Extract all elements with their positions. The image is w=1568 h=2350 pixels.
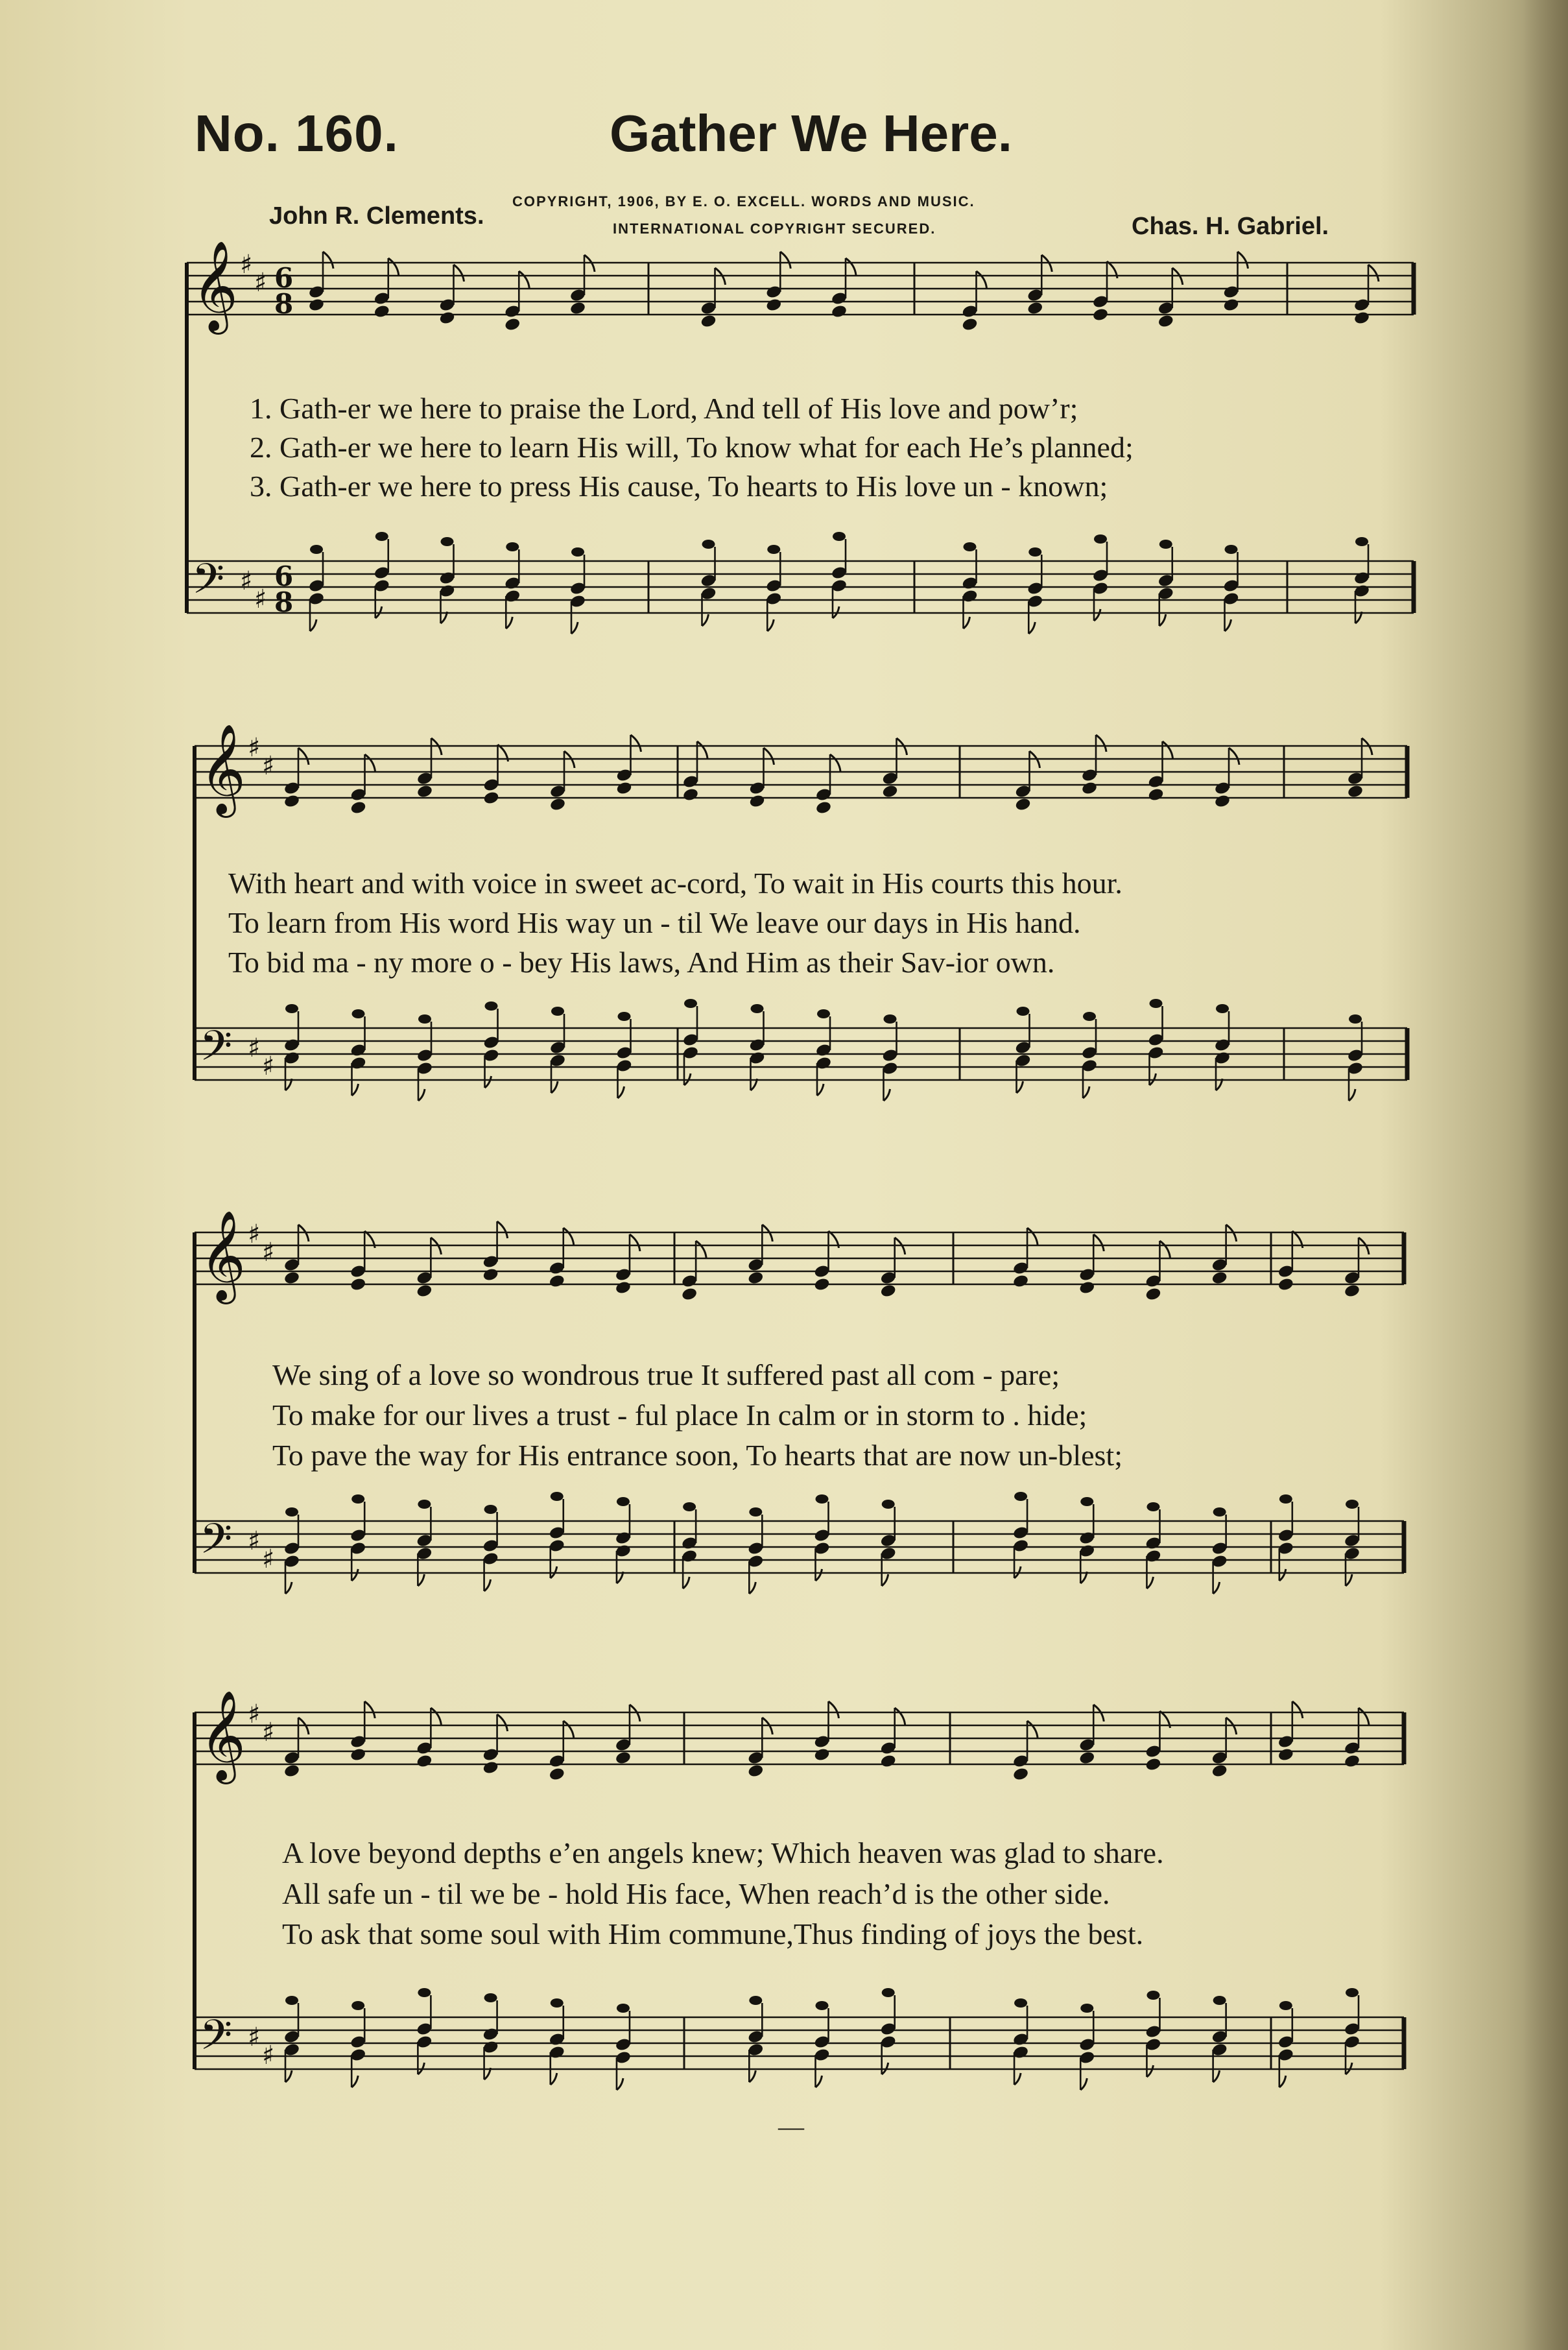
note-flag	[1027, 1721, 1038, 1738]
lyric-s4-verse1: A love beyond depths e’en angels knew; Which heaven was glad to share.	[282, 1836, 1164, 1869]
note-flag	[817, 1084, 824, 1096]
note-flag	[884, 1089, 890, 1101]
note-head	[882, 1988, 895, 1997]
note-head	[551, 1492, 564, 1501]
lyric-s2-verse3: To bid ma - ny more o - bey His laws, And Him as their Sav-ior own.	[228, 946, 1055, 979]
note-head	[1027, 301, 1043, 316]
note-head	[1080, 1497, 1093, 1506]
note-head	[881, 784, 898, 799]
note-flag	[749, 2070, 755, 2082]
music-composer: Chas. H. Gabriel.	[1132, 213, 1329, 240]
note-head	[484, 1993, 497, 2002]
note-head	[351, 2001, 364, 2010]
note-flag	[485, 1076, 492, 1088]
lyric-s4-verse3: To ask that some soul with Him commune,Thus finding of joys the best.	[282, 1917, 1144, 1950]
note-flag	[618, 1086, 624, 1098]
note-flag	[702, 614, 709, 626]
note-flag	[1349, 1089, 1355, 1101]
note-head	[817, 1009, 830, 1018]
note-head	[549, 1274, 565, 1289]
note-head	[1017, 1007, 1030, 1016]
note-head	[615, 1751, 632, 1766]
note-head	[283, 794, 300, 809]
note-head	[747, 1764, 764, 1779]
note-flag	[310, 619, 316, 631]
note-flag	[1093, 1234, 1104, 1251]
note-flag	[564, 1228, 574, 1245]
note-head	[961, 317, 978, 332]
treble-clef-icon: 𝄞	[200, 1210, 246, 1301]
note-head	[1344, 1284, 1360, 1299]
note-head	[418, 1988, 431, 1997]
note-head	[416, 1754, 433, 1769]
note-head	[1211, 1271, 1228, 1286]
note-head	[749, 1507, 762, 1517]
note-head	[1146, 1502, 1159, 1511]
note-head	[375, 532, 388, 541]
note-head	[504, 317, 521, 332]
note-head	[617, 2004, 630, 2013]
note-head	[1094, 534, 1107, 544]
note-flag	[1225, 619, 1231, 631]
note-head	[833, 532, 846, 541]
note-flag	[497, 1714, 508, 1731]
note-head	[1078, 1751, 1095, 1766]
treble-clef-icon: 𝄞	[200, 724, 246, 814]
note-head	[1083, 1012, 1096, 1021]
note-head	[549, 797, 566, 812]
sharp-icon: ♯	[248, 1033, 261, 1063]
note-flag	[364, 1701, 375, 1718]
lyric-s1-verse1: 1. Gath-er we here to praise the Lord, And tell of His love and pow’r;	[250, 392, 1078, 425]
note-flag	[816, 2076, 822, 2087]
note-head	[681, 1287, 698, 1302]
note-flag	[1080, 2078, 1087, 2090]
note-flag	[1346, 1574, 1352, 1586]
note-head	[416, 784, 433, 799]
bass-clef-icon: 𝄢	[192, 555, 225, 614]
note-flag	[1146, 2065, 1153, 2077]
note-head	[1344, 1754, 1360, 1769]
note-head	[767, 545, 780, 554]
note-flag	[1213, 1582, 1220, 1594]
lyric-s2-verse2: To learn from His word His way un - til We leave our days in His hand.	[228, 906, 1081, 939]
copyright-line-2: INTERNATIONAL COPYRIGHT SECURED.	[613, 221, 936, 237]
sharp-icon: ♯	[262, 1051, 275, 1081]
note-head	[482, 791, 499, 806]
note-head	[308, 298, 325, 313]
note-head	[1012, 1767, 1029, 1782]
bass-clef-icon: 𝄢	[200, 1022, 233, 1081]
note-flag	[454, 265, 464, 282]
note-head	[1222, 298, 1239, 313]
note-head	[882, 1500, 895, 1509]
note-flag	[323, 252, 333, 269]
lyric-s1-verse3: 3. Gath-er we here to press His cause, To hearts to His love un - known;	[250, 470, 1108, 503]
sharp-icon: ♯	[254, 584, 267, 614]
note-head	[1277, 1277, 1294, 1292]
note-flag	[829, 1701, 839, 1718]
note-flag	[571, 622, 578, 634]
note-head	[749, 1996, 762, 2005]
sharp-icon: ♯	[240, 250, 253, 280]
copyright-line-1: COPYRIGHT, 1906, BY E. O. EXCELL. WORDS AND MUSIC.	[512, 193, 975, 210]
note-flag	[767, 619, 774, 631]
note-head	[551, 1007, 564, 1016]
sharp-icon: ♯	[248, 1219, 261, 1249]
note-flag	[418, 1089, 425, 1101]
hymn-title: Gather We Here.	[610, 104, 1012, 162]
note-head	[351, 1494, 364, 1504]
treble-clef-icon: 𝄞	[200, 1690, 246, 1780]
note-flag	[431, 1708, 441, 1725]
note-flag	[846, 258, 856, 275]
note-head	[1216, 1004, 1229, 1013]
note-flag	[285, 1582, 292, 1594]
note-head	[1211, 1764, 1228, 1779]
note-flag	[696, 1241, 706, 1258]
note-head	[813, 1747, 830, 1762]
sharp-icon: ♯	[262, 1544, 275, 1574]
note-head	[1014, 1492, 1027, 1501]
note-head	[1150, 999, 1163, 1008]
note-flag	[977, 271, 987, 288]
note-head	[374, 304, 390, 319]
note-head	[350, 800, 366, 815]
note-flag	[365, 754, 375, 771]
note-head	[285, 1996, 298, 2005]
time-signature-top: 6	[274, 560, 294, 592]
note-head	[884, 1014, 897, 1024]
note-head	[684, 999, 697, 1008]
note-head	[418, 1014, 431, 1024]
note-head	[1014, 797, 1031, 812]
note-flag	[683, 1577, 689, 1589]
note-head	[1346, 1988, 1359, 1997]
sharp-icon: ♯	[248, 1526, 261, 1556]
note-head	[618, 1012, 631, 1021]
page-footer-mark: —	[778, 2112, 804, 2141]
note-head	[482, 1760, 499, 1775]
note-flag	[1017, 1081, 1023, 1093]
note-head	[1159, 540, 1172, 549]
note-head	[831, 304, 848, 319]
note-head	[615, 1280, 632, 1295]
sharp-icon: ♯	[240, 566, 253, 596]
note-head	[748, 794, 765, 809]
note-flag	[1279, 1569, 1286, 1581]
treble-clef-icon: 𝄞	[192, 241, 238, 331]
sharp-icon: ♯	[254, 268, 267, 298]
note-flag	[830, 754, 840, 771]
note-flag	[1028, 622, 1035, 634]
note-flag	[351, 2076, 358, 2087]
note-head	[485, 1001, 498, 1011]
note-head	[816, 1494, 829, 1504]
bass-clef-icon: 𝄢	[200, 2011, 233, 2070]
note-flag	[388, 258, 399, 275]
note-flag	[1094, 609, 1100, 621]
note-flag	[1159, 1241, 1170, 1258]
time-signature-top: 6	[274, 262, 294, 294]
note-head	[1225, 545, 1238, 554]
note-head	[416, 1284, 433, 1299]
note-head	[438, 311, 455, 326]
sharp-icon: ♯	[262, 1238, 275, 1267]
note-head	[683, 1502, 696, 1511]
note-flag	[1159, 614, 1166, 626]
note-head	[1081, 781, 1098, 796]
note-flag	[1238, 252, 1248, 269]
note-flag	[697, 741, 707, 758]
note-flag	[564, 1721, 574, 1738]
note-flag	[1213, 2070, 1220, 2082]
lyric-s2-verse1: With heart and with voice in sweet ac-cord, To wait in His courts this hour.	[228, 867, 1123, 900]
note-flag	[352, 1084, 359, 1096]
note-head	[1146, 1991, 1159, 2000]
note-head	[1279, 1494, 1292, 1504]
sharp-icon: ♯	[262, 1718, 275, 1747]
note-head	[571, 547, 584, 557]
note-head	[1014, 1998, 1027, 2008]
note-flag	[1083, 1086, 1089, 1098]
note-head	[815, 800, 832, 815]
note-head	[1145, 1287, 1161, 1302]
note-flag	[631, 735, 641, 752]
note-flag	[351, 1569, 358, 1581]
note-head	[1012, 1274, 1029, 1289]
words-author: John R. Clements.	[269, 202, 484, 230]
note-head	[1347, 784, 1364, 799]
note-head	[350, 1747, 366, 1762]
note-head	[964, 542, 977, 551]
note-head	[482, 1267, 499, 1282]
note-head	[1214, 794, 1231, 809]
note-flag	[551, 1081, 558, 1093]
lyric-s3-verse2: To make for our lives a trust - ful place In calm or in storm to . hide;	[272, 1398, 1087, 1432]
note-flag	[749, 1582, 755, 1594]
note-head	[484, 1505, 497, 1514]
note-head	[283, 1271, 300, 1286]
note-head	[1147, 787, 1164, 802]
note-head	[1355, 537, 1368, 546]
sharp-icon: ♯	[248, 733, 261, 763]
note-flag	[1027, 1228, 1038, 1245]
note-head	[816, 2001, 829, 2010]
sharp-icon: ♯	[262, 751, 275, 781]
note-head	[615, 781, 632, 796]
note-head	[418, 1500, 431, 1509]
note-head	[285, 1507, 298, 1517]
note-head	[1213, 1507, 1226, 1517]
note-flag	[1359, 1708, 1369, 1725]
lyric-s4-verse2: All safe un - til we be - hold His face, When reach’d is the other side.	[282, 1877, 1110, 1910]
note-flag	[895, 1708, 905, 1725]
note-flag	[497, 1221, 508, 1238]
note-head	[751, 1004, 764, 1013]
note-flag	[298, 748, 309, 765]
note-flag	[1096, 735, 1106, 752]
time-signature-bottom: 8	[274, 586, 294, 618]
note-head	[1353, 311, 1370, 326]
note-head	[350, 1277, 366, 1292]
note-head	[617, 1497, 630, 1506]
note-head	[1279, 2001, 1292, 2010]
note-head	[506, 542, 519, 551]
note-head	[1080, 2004, 1093, 2013]
lyric-s1-verse2: 2. Gath-er we here to learn His will, To know what for each He’s planned;	[250, 431, 1134, 464]
note-head	[813, 1277, 830, 1292]
note-head	[880, 1284, 897, 1299]
note-head	[880, 1754, 897, 1769]
sharp-icon: ♯	[248, 1699, 261, 1729]
note-head	[700, 314, 717, 329]
note-head	[1145, 1757, 1161, 1772]
sharp-icon: ♯	[262, 2041, 275, 2070]
note-flag	[617, 2078, 623, 2090]
note-head	[1092, 307, 1109, 322]
note-head	[283, 1764, 300, 1779]
note-head	[441, 537, 454, 546]
note-flag	[882, 1574, 888, 1586]
note-head	[569, 301, 586, 316]
note-head	[702, 540, 715, 549]
note-flag	[1146, 1577, 1153, 1589]
note-head	[1028, 547, 1041, 557]
hymn-number: No. 160.	[195, 104, 399, 162]
note-head	[285, 1004, 298, 1013]
note-flag	[519, 271, 529, 288]
note-head	[551, 1998, 564, 2008]
note-flag	[551, 2073, 557, 2085]
note-head	[747, 1271, 764, 1286]
note-head	[549, 1767, 565, 1782]
note-flag	[1292, 1701, 1303, 1718]
note-head	[352, 1009, 365, 1018]
note-head	[1349, 1014, 1362, 1024]
sharp-icon: ♯	[248, 2022, 261, 2052]
note-head	[1158, 314, 1174, 329]
note-head	[682, 787, 699, 802]
note-head	[310, 545, 323, 554]
note-flag	[780, 252, 790, 269]
note-flag	[1014, 2073, 1021, 2085]
note-flag	[764, 748, 774, 765]
lyric-s3-verse1: We sing of a love so wondrous true It suffered past all com - pare;	[272, 1358, 1060, 1391]
note-flag	[484, 1579, 491, 1591]
time-signature-bottom: 8	[274, 288, 294, 320]
note-head	[1277, 1747, 1294, 1762]
note-flag	[1368, 265, 1379, 282]
note-head	[1346, 1500, 1359, 1509]
note-flag	[1229, 748, 1239, 765]
note-flag	[506, 617, 512, 629]
bass-clef-icon: 𝄢	[200, 1515, 233, 1574]
note-flag	[1279, 2076, 1286, 2087]
note-flag	[630, 1234, 640, 1251]
note-head	[1213, 1996, 1226, 2005]
note-flag	[285, 2070, 292, 2082]
note-flag	[418, 1574, 424, 1586]
lyric-s3-verse3: To pave the way for His entrance soon, To hearts that are now un-blest;	[272, 1439, 1123, 1472]
note-flag	[1163, 741, 1173, 758]
note-head	[1078, 1280, 1095, 1295]
note-head	[765, 298, 782, 313]
note-flag	[816, 1569, 822, 1581]
note-flag	[964, 617, 970, 629]
